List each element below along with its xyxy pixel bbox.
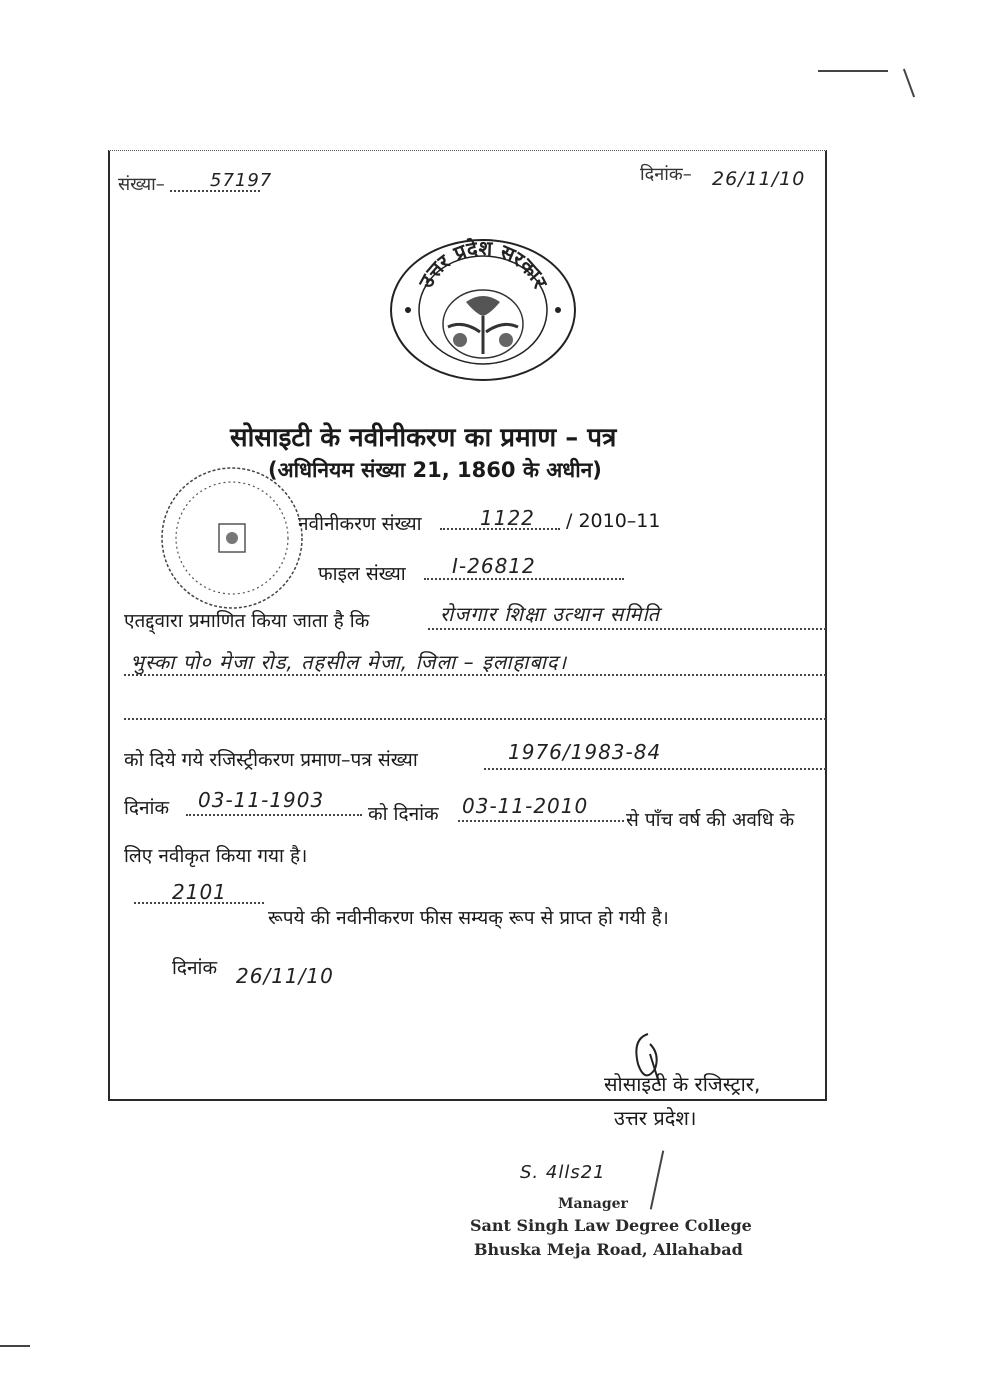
emblem-text: उत्तर प्रदेश सरकार <box>413 235 553 292</box>
emblem <box>388 232 578 382</box>
footer-date-value: 26/11/10 <box>236 964 334 988</box>
period-suffix: से पाँच वर्ष की अवधि के <box>626 809 795 831</box>
up-government-emblem-icon <box>388 232 578 382</box>
to-date-value: 03-11-2010 <box>462 794 589 818</box>
number-value: 57197 <box>210 170 273 191</box>
manager-signature: S. 4lls21 <box>520 1162 606 1183</box>
fee-value: 2101 <box>172 880 227 904</box>
certify-dots-3 <box>124 718 826 720</box>
footer-date-label: दिनांक <box>172 957 218 979</box>
manager-title: Manager <box>558 1196 628 1212</box>
from-date-value: 03-11-1903 <box>198 788 325 812</box>
svg-text:उत्तर प्रदेश सरकार <box>413 236 553 293</box>
society-name: रोजगार शिक्षा उत्थान समिति <box>440 602 661 626</box>
period-date-label: दिनांक <box>124 797 170 819</box>
registrar-line2: उत्तर प्रदेश। <box>614 1106 697 1130</box>
certify-prefix: एतद्द्वारा प्रमाणित किया जाता है कि <box>124 610 370 632</box>
date-label: दिनांक– <box>640 164 692 185</box>
renewal-label: नवीनीकरण संख्या <box>298 513 422 535</box>
office-seal-icon <box>122 462 322 612</box>
registration-value: 1976/1983-84 <box>508 740 662 764</box>
file-label: फाइल संख्या <box>318 563 406 585</box>
fee-text: रूपये की नवीनीकरण फीस सम्यक् रूप से प्राप्त हो गयी है। <box>268 907 669 929</box>
from-date-dots <box>186 814 362 816</box>
number-label: संख्या– <box>118 174 165 195</box>
renewal-value: 1122 <box>480 506 535 530</box>
registration-label: को दिये गये रजिस्ट्रीकरण प्रमाण–पत्र संख्या <box>124 749 418 771</box>
manager-signature-stroke <box>650 1150 664 1209</box>
scan-mark-top-right <box>818 70 888 72</box>
period-mid-label: को दिनांक <box>368 803 439 825</box>
certify-dots-1 <box>428 628 826 630</box>
date-value: 26/11/10 <box>712 168 806 190</box>
scan-mark-bottom-left <box>0 1345 30 1347</box>
registration-dots <box>484 768 826 770</box>
office-seal <box>122 462 322 612</box>
certificate-title: सोसाइटी के नवीनीकरण का प्रमाण – पत्र <box>230 423 617 453</box>
registrar-line1: सोसाइटी के रजिस्ट्रार, <box>604 1072 761 1096</box>
manager-address: Bhuska Meja Road, Allahabad <box>474 1240 743 1259</box>
to-date-dots <box>458 820 624 822</box>
renewal-suffix: / 2010–11 <box>566 510 661 532</box>
period-line2: लिए नवीकृत किया गया है। <box>124 845 308 867</box>
scan-mark-top-right-tick <box>903 69 915 98</box>
file-value: I-26812 <box>452 554 536 578</box>
file-dots <box>424 578 624 580</box>
society-address: भुस्का पो० मेजा रोड, तहसील मेजा, जिला – इलाहाबाद। <box>130 650 568 674</box>
certificate-subtitle: (अधिनियम संख्या 21, 1860 के अधीन) <box>268 458 602 482</box>
manager-college: Sant Singh Law Degree College <box>470 1216 752 1235</box>
